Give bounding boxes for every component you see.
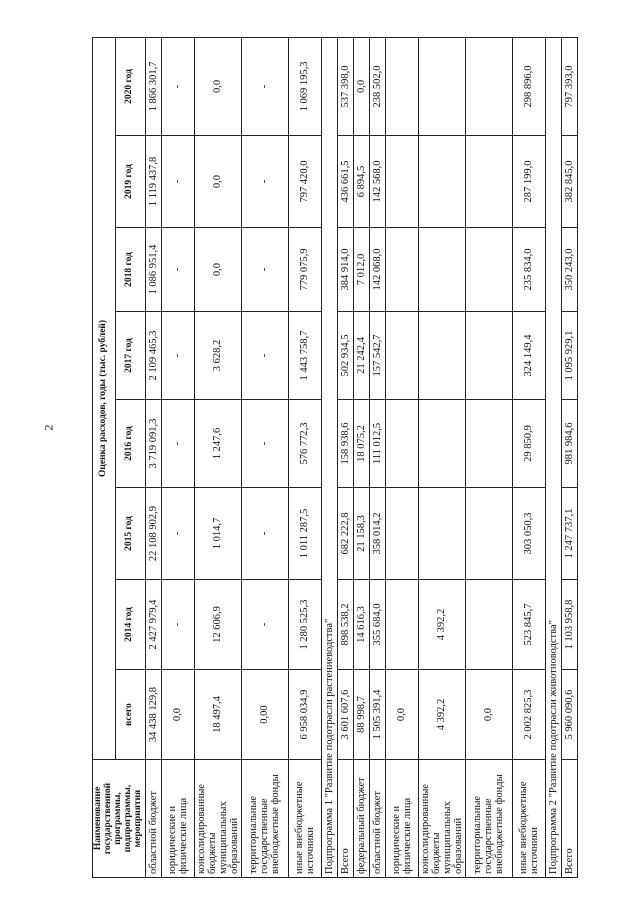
value-cell [418, 37, 465, 135]
row-label: юридические и физические лица [385, 760, 418, 878]
value-cell: 0,0 [194, 228, 241, 312]
value-cell [385, 312, 418, 400]
table-row [353, 37, 369, 877]
value-cell [385, 580, 418, 670]
value-cell: 358 014,2 [369, 488, 385, 580]
value-cell: 142 568,0 [369, 136, 385, 228]
value-cell: 18 075,2 [353, 400, 369, 488]
value-cell: 14 616,3 [353, 580, 369, 670]
value-cell: 142 068,0 [369, 228, 385, 312]
row-label: федеральный бюджет [353, 760, 369, 878]
header-year: 2020 год [115, 37, 145, 135]
value-cell: 3 601 607,6 [337, 670, 353, 760]
value-cell: 1 866 301,7 [145, 37, 161, 135]
value-cell: 324 149,4 [512, 312, 545, 400]
value-cell: 384 914,0 [337, 228, 353, 312]
value-cell: 18 497,4 [194, 670, 241, 760]
value-cell [385, 228, 418, 312]
value-cell: 0,0 [465, 670, 512, 760]
table-row [418, 37, 465, 877]
header-year: 2016 год [115, 400, 145, 488]
page-number: 2 [41, 424, 56, 431]
value-cell: 5 960 090,6 [561, 670, 577, 760]
value-cell: 1 103 958,8 [561, 580, 577, 670]
value-cell: 2 109 465,3 [145, 312, 161, 400]
value-cell: 158 938,6 [337, 400, 353, 488]
table-row [194, 37, 241, 877]
value-cell [385, 488, 418, 580]
table-row [385, 37, 418, 877]
value-cell: 29 850,9 [512, 400, 545, 488]
value-cell: 22 108 902,9 [145, 488, 161, 580]
value-cell [385, 136, 418, 228]
value-cell: 34 438 129,8 [145, 670, 161, 760]
value-cell: - [241, 488, 288, 580]
value-cell: 1 014,7 [194, 488, 241, 580]
value-cell: 2 002 825,3 [512, 670, 545, 760]
table-row [288, 37, 321, 877]
value-cell [465, 37, 512, 135]
value-cell: 502 934,5 [337, 312, 353, 400]
table-row [145, 37, 161, 877]
value-cell: 21 242,4 [353, 312, 369, 400]
value-cell: 436 661,5 [337, 136, 353, 228]
header-year: 2014 год [115, 580, 145, 670]
value-cell [465, 580, 512, 670]
value-cell: 898 538,2 [337, 580, 353, 670]
value-cell [418, 312, 465, 400]
value-cell: 4 392,2 [418, 670, 465, 760]
row-label: областной бюджет [369, 760, 385, 878]
value-cell: - [161, 228, 194, 312]
section-row [545, 37, 561, 877]
table-row [465, 37, 512, 877]
value-cell [418, 488, 465, 580]
header-year: 2015 год [115, 488, 145, 580]
value-cell [465, 312, 512, 400]
value-cell: 355 684,0 [369, 580, 385, 670]
value-cell: 1 119 437,8 [145, 136, 161, 228]
value-cell: 287 199,0 [512, 136, 545, 228]
value-cell: 797 393,0 [561, 37, 577, 135]
value-cell [465, 488, 512, 580]
value-cell: 2 427 979,4 [145, 580, 161, 670]
value-cell: 0,0 [385, 670, 418, 760]
value-cell: - [241, 37, 288, 135]
table-row [561, 37, 577, 877]
value-cell: - [161, 580, 194, 670]
value-cell: 12 606,9 [194, 580, 241, 670]
value-cell: - [241, 136, 288, 228]
value-cell: 21 158,3 [353, 488, 369, 580]
value-cell: 7 012,0 [353, 228, 369, 312]
value-cell: - [161, 37, 194, 135]
value-cell: 1 086 951,4 [145, 228, 161, 312]
header-estimate: Оценка расходов, годы (тыс. рублей) [93, 37, 116, 759]
row-label: консолидированные бюджеты муниципальных образований [418, 760, 465, 878]
value-cell: 1 011 287,5 [288, 488, 321, 580]
value-cell: 88 998,7 [353, 670, 369, 760]
value-cell: 0,0 [194, 136, 241, 228]
value-cell: 0,0 [161, 670, 194, 760]
value-cell: - [241, 228, 288, 312]
value-cell: 3 628,2 [194, 312, 241, 400]
value-cell: 382 845,0 [561, 136, 577, 228]
value-cell: 523 845,7 [512, 580, 545, 670]
value-cell: 537 398,0 [337, 37, 353, 135]
table-row [161, 37, 194, 877]
value-cell: - [161, 312, 194, 400]
value-cell: 797 420,0 [288, 136, 321, 228]
value-cell [385, 37, 418, 135]
value-cell: 303 050,3 [512, 488, 545, 580]
table-row [512, 37, 545, 877]
value-cell: 6 958 034,9 [288, 670, 321, 760]
value-cell: - [241, 580, 288, 670]
value-cell: 111 012,5 [369, 400, 385, 488]
value-cell: 1 443 758,7 [288, 312, 321, 400]
section-title: Подпрограмма 2 "Развитие подотрасли животноводства" [545, 37, 561, 877]
row-label: иные внебюджетные источники [512, 760, 545, 878]
section-row [321, 37, 337, 877]
row-label: территориальные государственные внебюджетные фонды [465, 760, 512, 878]
value-cell [418, 400, 465, 488]
value-cell: 1 095 929,1 [561, 312, 577, 400]
value-cell: 779 075,9 [288, 228, 321, 312]
value-cell: 0,00 [241, 670, 288, 760]
value-cell: 1 505 391,4 [369, 670, 385, 760]
header-year: 2018 год [115, 228, 145, 312]
value-cell: 235 834,0 [512, 228, 545, 312]
value-cell: 298 896,0 [512, 37, 545, 135]
rotated-table-wrapper [92, 38, 616, 878]
value-cell: 350 243,0 [561, 228, 577, 312]
value-cell: 682 222,8 [337, 488, 353, 580]
value-cell: 157 542,7 [369, 312, 385, 400]
value-cell [465, 136, 512, 228]
value-cell: - [161, 400, 194, 488]
budget-table [92, 37, 578, 878]
value-cell: 6 894,5 [353, 136, 369, 228]
value-cell: 3 719 091,3 [145, 400, 161, 488]
table-row [241, 37, 288, 877]
row-label: юридические и физические лица [161, 760, 194, 878]
value-cell [465, 400, 512, 488]
row-label: Всего [337, 760, 353, 878]
value-cell [418, 136, 465, 228]
value-cell [465, 228, 512, 312]
value-cell: 0,0 [194, 37, 241, 135]
value-cell: 4 392,2 [418, 580, 465, 670]
value-cell: - [241, 400, 288, 488]
value-cell: - [161, 488, 194, 580]
table-row [337, 37, 353, 877]
value-cell: 238 502,0 [369, 37, 385, 135]
value-cell: 981 984,6 [561, 400, 577, 488]
section-title: Подпрограмма 1 "Развитие подотрасли растениеводства" [321, 37, 337, 877]
row-label: консолидированные бюджеты муниципальных образований [194, 760, 241, 878]
row-label: областной бюджет [145, 760, 161, 878]
value-cell: 1 280 525,3 [288, 580, 321, 670]
header-year: 2019 год [115, 136, 145, 228]
table-row [369, 37, 385, 877]
value-cell [385, 400, 418, 488]
value-cell [418, 228, 465, 312]
value-cell: 1 247 737,1 [561, 488, 577, 580]
row-label: Всего [561, 760, 577, 878]
value-cell: - [161, 136, 194, 228]
header-year: 2017 год [115, 312, 145, 400]
value-cell: - [241, 312, 288, 400]
value-cell: 0,0 [353, 37, 369, 135]
row-label: иные внебюджетные источники [288, 760, 321, 878]
value-cell: 1 247,6 [194, 400, 241, 488]
header-year: всего [115, 670, 145, 760]
row-label: территориальные государственные внебюджетные фонды [241, 760, 288, 878]
value-cell: 1 069 195,3 [288, 37, 321, 135]
value-cell: 576 772,3 [288, 400, 321, 488]
header-name-col: Наименование государственной программы, подпрограммы, мероприятия [93, 760, 146, 878]
